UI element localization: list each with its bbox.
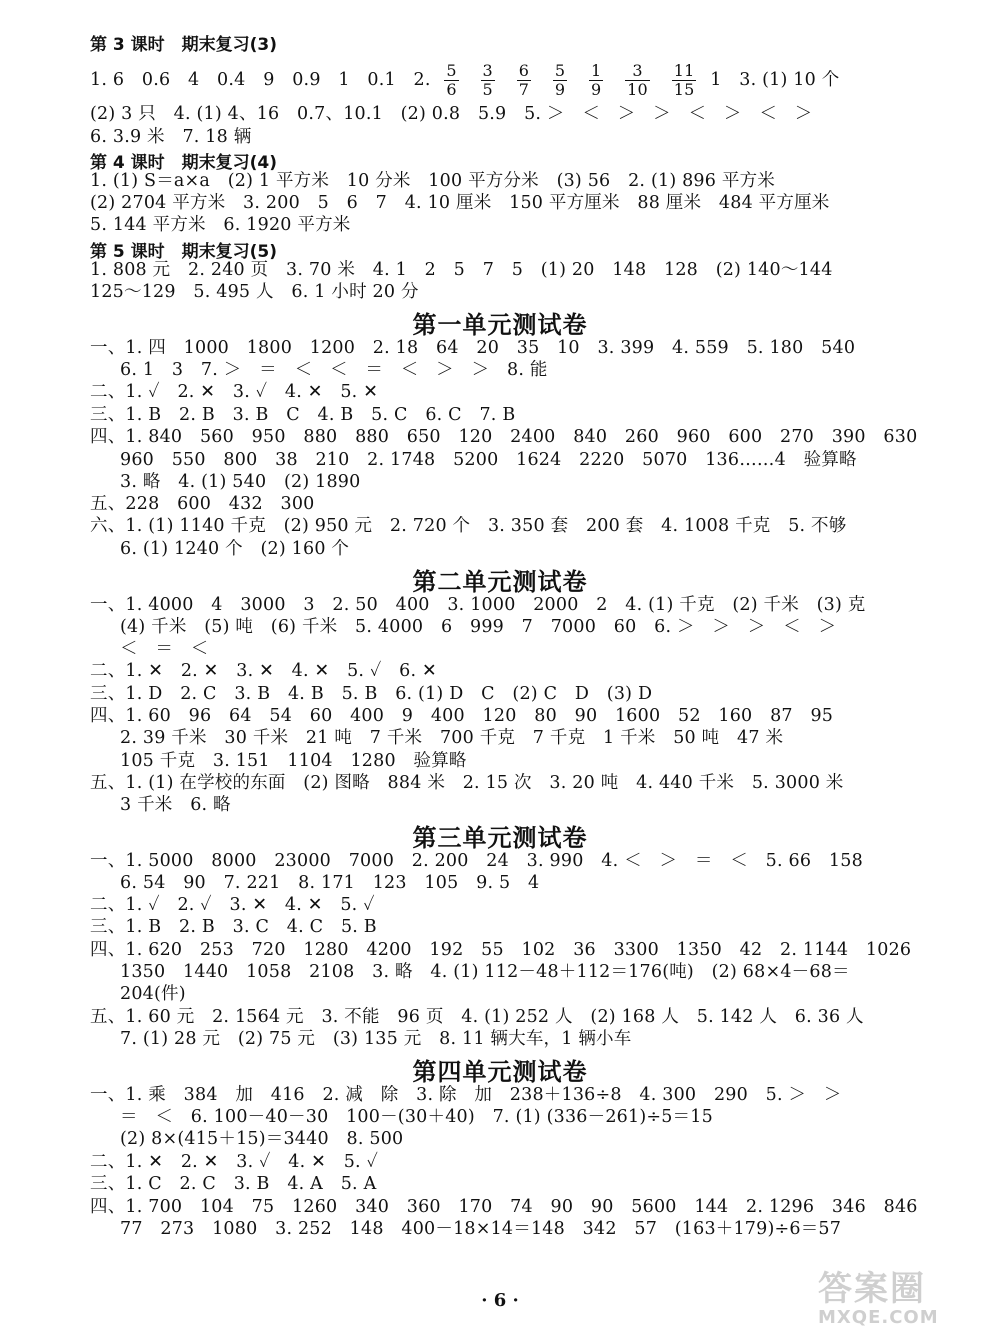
- s3-line-1: [90, 60, 940, 104]
- unit2-line: 三、1. D 2. C 3. B 4. B 5. B 6. (1) D C (2) C D (3) D: [90, 684, 653, 704]
- unit1-line: 6. (1) 1240 个 (2) 160 个: [120, 539, 350, 559]
- unit4-heading: 第四单元测试卷: [412, 1058, 588, 1086]
- unit1-line: 六、1. (1) 1140 千克 (2) 950 元 2. 720 个 3. 350 套 200 套 4. 1008 千克 5. 不够: [90, 516, 847, 536]
- unit3-line: 7. (1) 28 元 (2) 75 元 (3) 135 元 8. 11 辆大车，1 辆小车: [120, 1029, 632, 1049]
- s4-line-2: (2) 2704 平方米 3. 200 5 6 7 4. 10 厘米 150 平方厘米 88 厘米 484 平方厘米: [90, 193, 830, 213]
- unit2-line: (4) 千米 (5) 吨 (6) 千米 5. 4000 6 999 7 7000 60 6. ＞ ＞ ＞ ＜ ＞: [120, 617, 837, 637]
- fraction: $\frac{5}{6}$: [446, 61, 457, 99]
- watermark-logo: [818, 1270, 988, 1330]
- s3-line-1a: 1. 6 0.6 4 0.4 9 0.9 1 0.1 2.: [90, 70, 431, 90]
- unit2-line: 二、1. ✕ 2. ✕ 3. ✕ 4. ✕ 5. ✓ 6. ✕: [90, 661, 437, 681]
- fraction: $\frac{5}{9}$: [554, 61, 566, 99]
- s4-line-1: 1. (1) S＝a×a (2) 1 平方米 10 分米 100 平方分米 (3) 56 2. (1) 896 平方米: [90, 171, 775, 191]
- unit2-line: 2. 39 千米 30 千米 21 吨 7 千米 700 千克 7 千克 1 千米 50 吨 47 米: [120, 728, 784, 748]
- section-title-4: 第 4 课时 期末复习(4): [90, 153, 278, 173]
- unit4-line: 77 273 1080 3. 252 148 400－18×14＝148 342 57 (163＋179)÷6＝57: [120, 1219, 842, 1239]
- s4-line-3: 5. 144 平方米 6. 1920 平方米: [90, 215, 351, 235]
- unit2-line: 五、1. (1) 在学校的东面 (2) 图略 884 米 2. 15 次 3. 20 吨 4. 440 千米 5. 3000 米: [90, 773, 844, 793]
- s5-line-1: 1. 808 元 2. 240 页 3. 70 米 4. 1 2 5 7 5 (1) 20 148 128 (2) 140～144: [90, 260, 833, 280]
- unit4-line: 一、1. 乘 384 加 416 2. 减 除 3. 除 加 238＋136÷8 4. 300 290 5. ＞ ＞: [90, 1085, 842, 1105]
- fraction: $\frac{3}{5}$: [482, 61, 493, 99]
- unit2-line: 105 千克 3. 151 1104 1280 验算略: [120, 751, 467, 771]
- unit4-line: 四、1. 700 104 75 1260 340 360 170 74 90 90 5600 144 2. 1296 346 846: [90, 1197, 918, 1217]
- unit1-line: 6. 1 3 7. ＞ ＝ ＜ ＜ ＝ ＜ ＞ ＞ 8. 能: [120, 360, 548, 380]
- watermark-url: MXQE.COM: [818, 1307, 939, 1328]
- s5-line-2: 125～129 5. 495 人 6. 1 小时 20 分: [90, 282, 419, 302]
- unit3-line: 204(件): [120, 984, 186, 1004]
- unit1-line: 960 550 800 38 210 2. 1748 5200 1624 2220 5070 136……4 验算略: [120, 450, 857, 470]
- unit1-line: 四、1. 840 560 950 880 880 650 120 2400 840 260 960 600 270 390 630: [90, 427, 918, 447]
- unit3-line: 1350 1440 1058 2108 3. 略 4. (1) 112－48＋112＝176(吨) (2) 68×4－68＝: [120, 962, 850, 982]
- fraction: $\frac{11}{15}$: [673, 61, 695, 99]
- fraction: $\frac{6}{7}$: [518, 61, 530, 99]
- fraction: $\frac{3}{10}$: [627, 61, 648, 99]
- section-title-3: 第 3 课时 期末复习(3): [90, 35, 278, 55]
- unit2-line: 3 千米 6. 略: [120, 795, 231, 815]
- unit2-heading: 第二单元测试卷: [412, 568, 588, 596]
- unit3-line: 二、1. ✓ 2. ✓ 3. ✕ 4. ✕ 5. ✓: [90, 895, 375, 915]
- unit3-line: 三、1. B 2. B 3. C 4. C 5. B: [90, 917, 377, 937]
- section-title-5: 第 5 课时 期末复习(5): [90, 242, 278, 262]
- unit2-line: 四、1. 60 96 64 54 60 400 9 400 120 80 90 1600 52 160 87 95: [90, 706, 834, 726]
- fraction: $\frac{1}{9}$: [591, 61, 602, 99]
- unit2-line: ＜ ＝ ＜: [120, 639, 209, 659]
- unit4-line: 二、1. ✕ 2. ✕ 3. ✓ 4. ✕ 5. ✓: [90, 1152, 379, 1172]
- unit1-line: 3. 略 4. (1) 540 (2) 1890: [120, 472, 361, 492]
- watermark-title: 答案圈: [818, 1269, 926, 1309]
- unit4-line: (2) 8×(415＋15)＝3440 8. 500: [120, 1129, 404, 1149]
- s3-line-2: (2) 3 只 4. (1) 4、16 0.7、10.1 (2) 0.8 5.9 5. ＞ ＜ ＞ ＞ ＜ ＞ ＜ ＞: [90, 104, 813, 124]
- s3-line-1b: 1 3. (1) 10 个: [710, 70, 840, 90]
- unit1-line: 五、228 600 432 300: [90, 494, 315, 514]
- unit3-line: 五、1. 60 元 2. 1564 元 3. 不能 96 页 4. (1) 252 人 (2) 168 人 5. 142 人 6. 36 人: [90, 1007, 864, 1027]
- unit4-line: ＝ ＜ 6. 100－40－30 100－(30＋40) 7. (1) (336－261)÷5＝15: [120, 1107, 713, 1127]
- unit1-line: 二、1. ✓ 2. ✕ 3. ✓ 4. ✕ 5. ✕: [90, 382, 379, 402]
- unit3-line: 6. 54 90 7. 221 8. 171 123 105 9. 5 4: [120, 873, 540, 893]
- unit4-line: 三、1. C 2. C 3. B 4. A 5. A: [90, 1174, 377, 1194]
- unit1-line: 一、1. 四 1000 1800 1200 2. 18 64 20 35 10 3. 399 4. 559 5. 180 540: [90, 338, 856, 358]
- page-number: · 6 ·: [481, 1290, 519, 1311]
- unit3-line: 一、1. 5000 8000 23000 7000 2. 200 24 3. 990 4. ＜ ＞ ＝ ＜ 5. 66 158: [90, 851, 863, 871]
- unit2-line: 一、1. 4000 4 3000 3 2. 50 400 3. 1000 2000 2 4. (1) 千克 (2) 千米 (3) 克: [90, 595, 866, 615]
- unit1-heading: 第一单元测试卷: [412, 311, 588, 339]
- unit1-line: 三、1. B 2. B 3. B C 4. B 5. C 6. C 7. B: [90, 405, 516, 425]
- unit3-line: 四、1. 620 253 720 1280 4200 192 55 102 36 3300 1350 42 2. 1144 1026: [90, 940, 912, 960]
- unit3-heading: 第三单元测试卷: [412, 824, 588, 852]
- s3-line-3: 6. 3.9 米 7. 18 辆: [90, 127, 252, 147]
